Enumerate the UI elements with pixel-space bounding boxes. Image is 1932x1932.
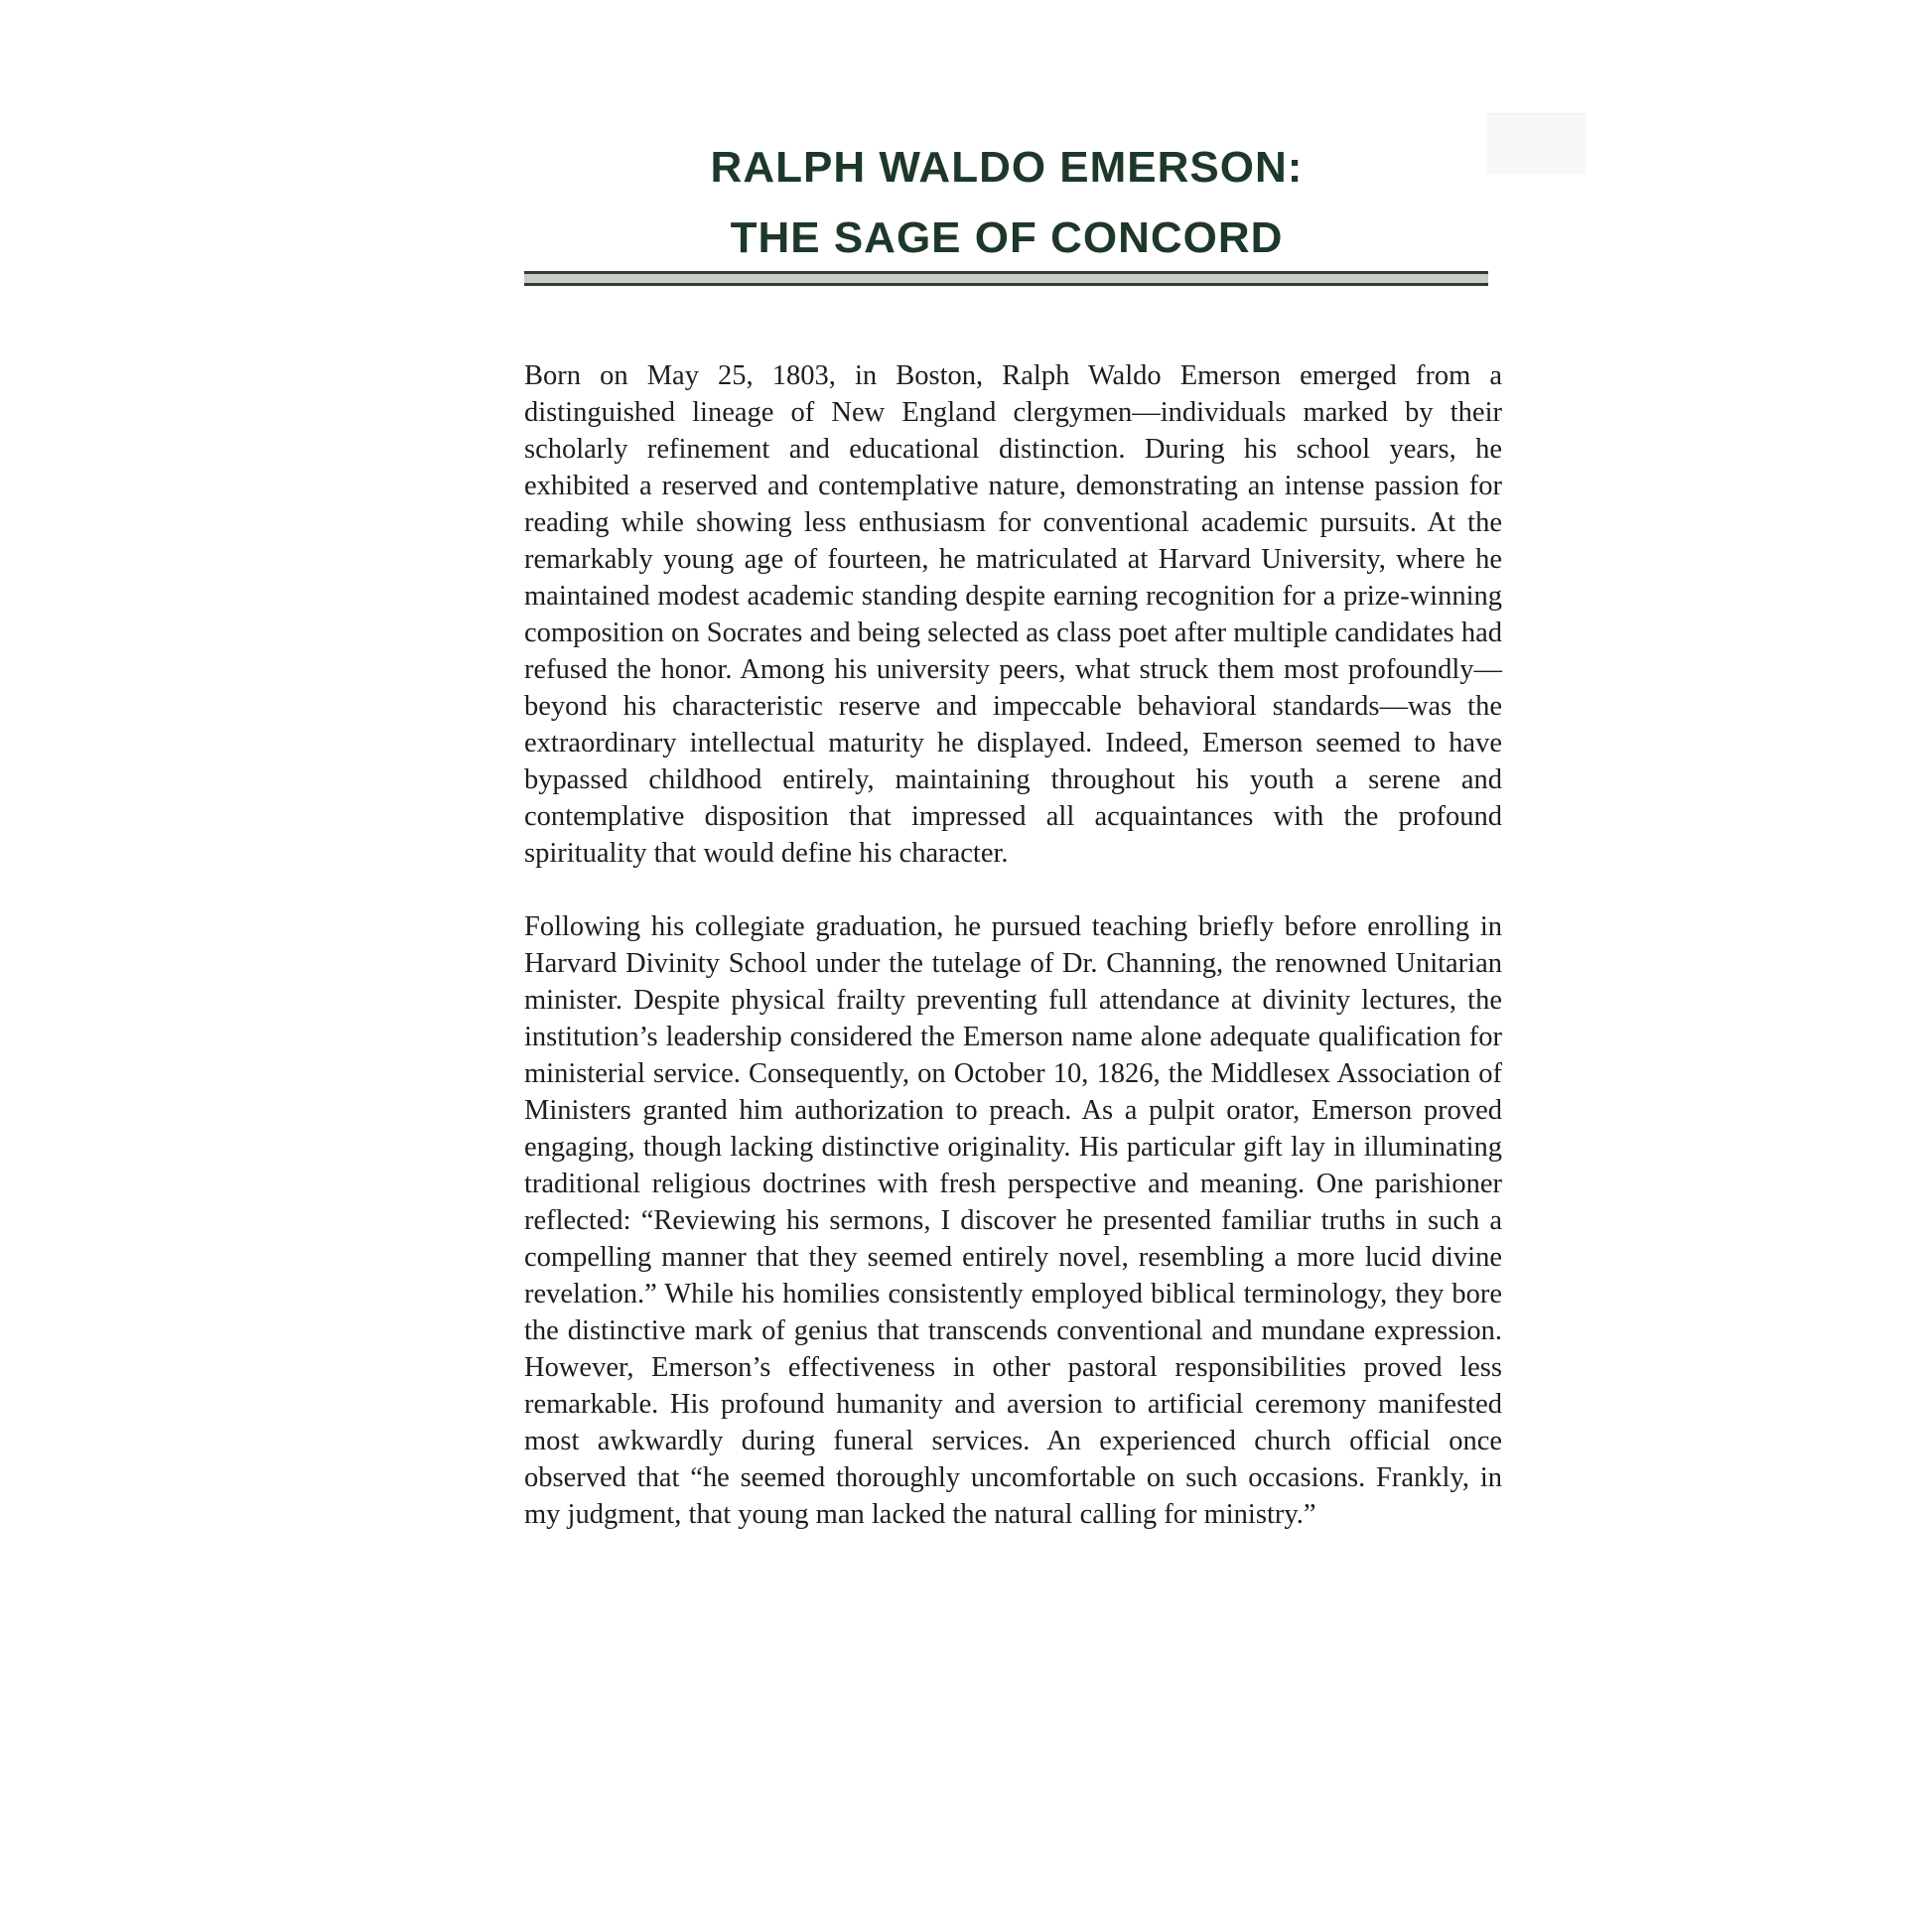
paragraph-ministry-career: Following his collegiate graduation, he pursued teaching briefly before enrolling in Harvard Divinity School under the tutelage of Dr. Channing, the renowned Unitarian minister. Despite physical frailty preventing full attendance at divinity lectures, the institution’s leadership considered the Emerson name alone adequate qualification for ministerial service. Consequently, on October 10, 1826, the Middlesex Association of Ministers granted him authorization to preach. As a pulpit orator, Emerson proved engaging, though lacking distinctive originality. His particular gift lay in illuminating traditional religious doctrines with fresh perspective and meaning. One parishioner reflected: “Reviewing his sermons, I discover he presented familiar truths in such a compelling manner that they seemed entirely novel, resembling a more lucid divine revelation.” While his homilies consistently employed biblical terminology, they bore the distinctive mark of genius that transcends conventional and mundane expression. However, Emerson’s effectiveness in other pastoral responsibilities proved less remarkable. His profound humanity and aversion to artificial ceremony manifested most awkwardly during funeral services. An experienced church official once observed that “he seemed thoroughly uncomfortable on such occasions. Frankly, in my judgment, that young man lacked the natural calling for ministry.” [524,911,1502,1530]
page-title-line-1: RALPH WALDO EMERSON: [710,143,1304,193]
page-title [524,132,1489,273]
body-text [524,357,1502,1570]
scan-artifact-rectangle [1487,113,1587,175]
paragraph-biography-early-life: Born on May 25, 1803, in Boston, Ralph Waldo Emerson emerged from a distinguished lineage of New England clergymen—individuals marked by their scholarly refinement and educational distinction. During his school years, he exhibited a reserved and contemplative nature, demonstrating an intense passion for reading while showing less enthusiasm for conventional academic pursuits. At the remarkably young age of fourteen, he matriculated at Harvard University, where he maintained modest academic standing despite earning recognition for a prize-winning composition on Socrates and being selected as class poet after multiple candidates had refused the honor. Among his university peers, what struck them most profoundly—beyond his characteristic reserve and impeccable behavioral standards—was the extraordinary intellectual maturity he displayed. Indeed, Emerson seemed to have bypassed childhood entirely, maintaining throughout his youth a serene and contemplative disposition that impressed all acquaintances with the profound spirituality that would define his character. [524,360,1502,869]
title-divider-rule [524,271,1488,286]
page-title-line-2: THE SAGE OF CONCORD [730,213,1284,263]
